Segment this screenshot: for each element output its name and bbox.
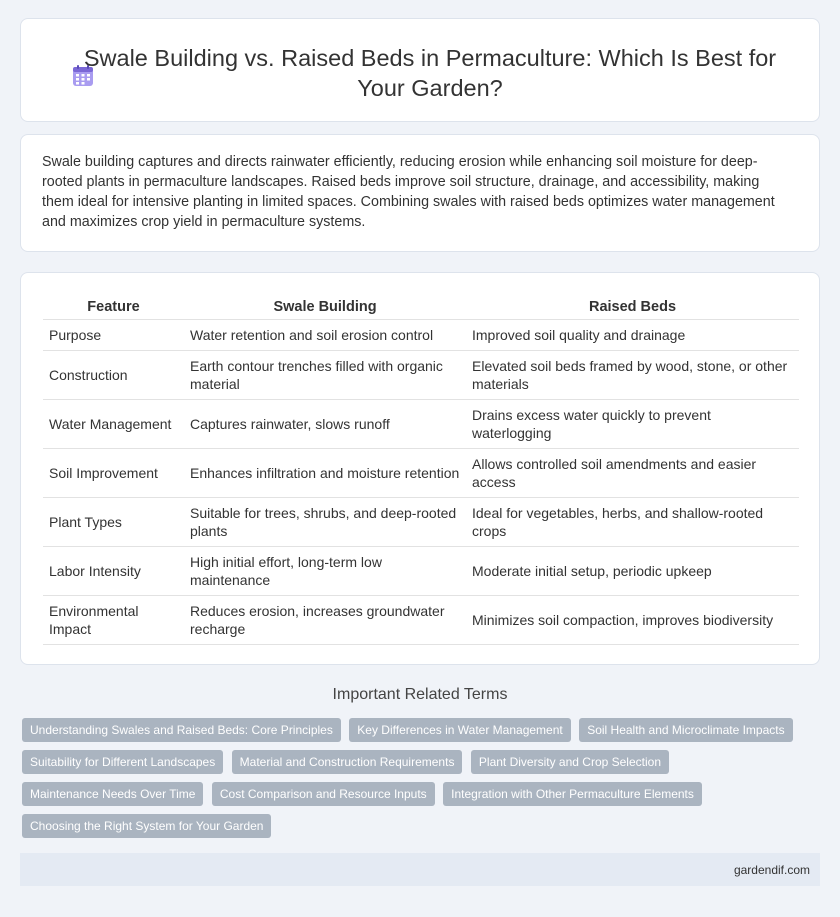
table-cell: Ideal for vegetables, herbs, and shallow-rooted crops: [466, 497, 799, 546]
table-cell: Earth contour trenches filled with organic material: [184, 350, 466, 399]
table-cell: Allows controlled soil amendments and easier access: [466, 448, 799, 497]
column-header-swale: Swale Building: [184, 295, 466, 319]
related-term-tag[interactable]: Maintenance Needs Over Time: [22, 782, 203, 806]
table-cell: Improved soil quality and drainage: [466, 319, 799, 350]
table-row: [43, 350, 799, 399]
table-row: [43, 595, 799, 644]
related-term-tag[interactable]: Suitability for Different Landscapes: [22, 750, 223, 774]
table-cell: Suitable for trees, shrubs, and deep-rooted plants: [184, 497, 466, 546]
header-card: [20, 18, 820, 122]
footer: [20, 853, 820, 886]
table-row: [43, 497, 799, 546]
table-cell: Drains excess water quickly to prevent waterlogging: [466, 399, 799, 448]
footer-site-link[interactable]: gardendif.com: [733, 863, 810, 877]
table-row: [43, 399, 799, 448]
table-cell: Enhances infiltration and moisture retention: [184, 448, 466, 497]
related-terms-list: [22, 718, 802, 846]
related-term-tag[interactable]: Plant Diversity and Crop Selection: [471, 750, 669, 774]
table-cell: Environmental Impact: [43, 595, 184, 644]
table-cell: Water retention and soil erosion control: [184, 319, 466, 350]
table-cell: Purpose: [43, 319, 184, 350]
table-cell: Moderate initial setup, periodic upkeep: [466, 546, 799, 595]
table-cell: High initial effort, long-term low maintenance: [184, 546, 466, 595]
table-header-row: [43, 295, 799, 319]
table-cell: Minimizes soil compaction, improves biodiversity: [466, 595, 799, 644]
related-term-tag[interactable]: Integration with Other Permaculture Elements: [443, 782, 702, 806]
table-cell: Plant Types: [43, 497, 184, 546]
related-term-tag[interactable]: Understanding Swales and Raised Beds: Core Principles: [22, 718, 341, 742]
table-cell: Labor Intensity: [43, 546, 184, 595]
related-terms-heading: Important Related Terms: [332, 686, 508, 703]
table-cell: Captures rainwater, slows runoff: [184, 399, 466, 448]
comparison-table: [43, 295, 799, 645]
table-cell: Elevated soil beds framed by wood, stone, or other materials: [466, 350, 799, 399]
table-cell: Water Management: [43, 399, 184, 448]
table-row: [43, 448, 799, 497]
related-term-tag[interactable]: Material and Construction Requirements: [232, 750, 463, 774]
related-term-tag[interactable]: Cost Comparison and Resource Inputs: [212, 782, 435, 806]
table-cell: Construction: [43, 350, 184, 399]
intro-paragraph: Swale building captures and directs rainwater efficiently, reducing erosion while enhancing soil moisture for deep-rooted plants in permaculture landscapes. Raised beds improve soil structure, drainage, and accessibility, making them ideal for intensive planting in limited spaces. Combining swales with raised beds optimizes water management and maximizes crop yield in permaculture systems.: [42, 154, 775, 230]
table-cell: Soil Improvement: [43, 448, 184, 497]
page-title: Swale Building vs. Raised Beds in Permaculture: Which Is Best for Your Garden?: [83, 45, 777, 101]
comparison-card: [20, 272, 820, 665]
table-row: [43, 546, 799, 595]
column-header-raised-beds: Raised Beds: [466, 295, 799, 319]
related-term-tag[interactable]: Key Differences in Water Management: [349, 718, 570, 742]
related-term-tag[interactable]: Choosing the Right System for Your Garden: [22, 814, 271, 838]
table-row: [43, 319, 799, 350]
related-term-tag[interactable]: Soil Health and Microclimate Impacts: [579, 718, 792, 742]
table-cell: Reduces erosion, increases groundwater recharge: [184, 595, 466, 644]
intro-card: [20, 134, 820, 252]
column-header-feature: Feature: [43, 295, 184, 319]
